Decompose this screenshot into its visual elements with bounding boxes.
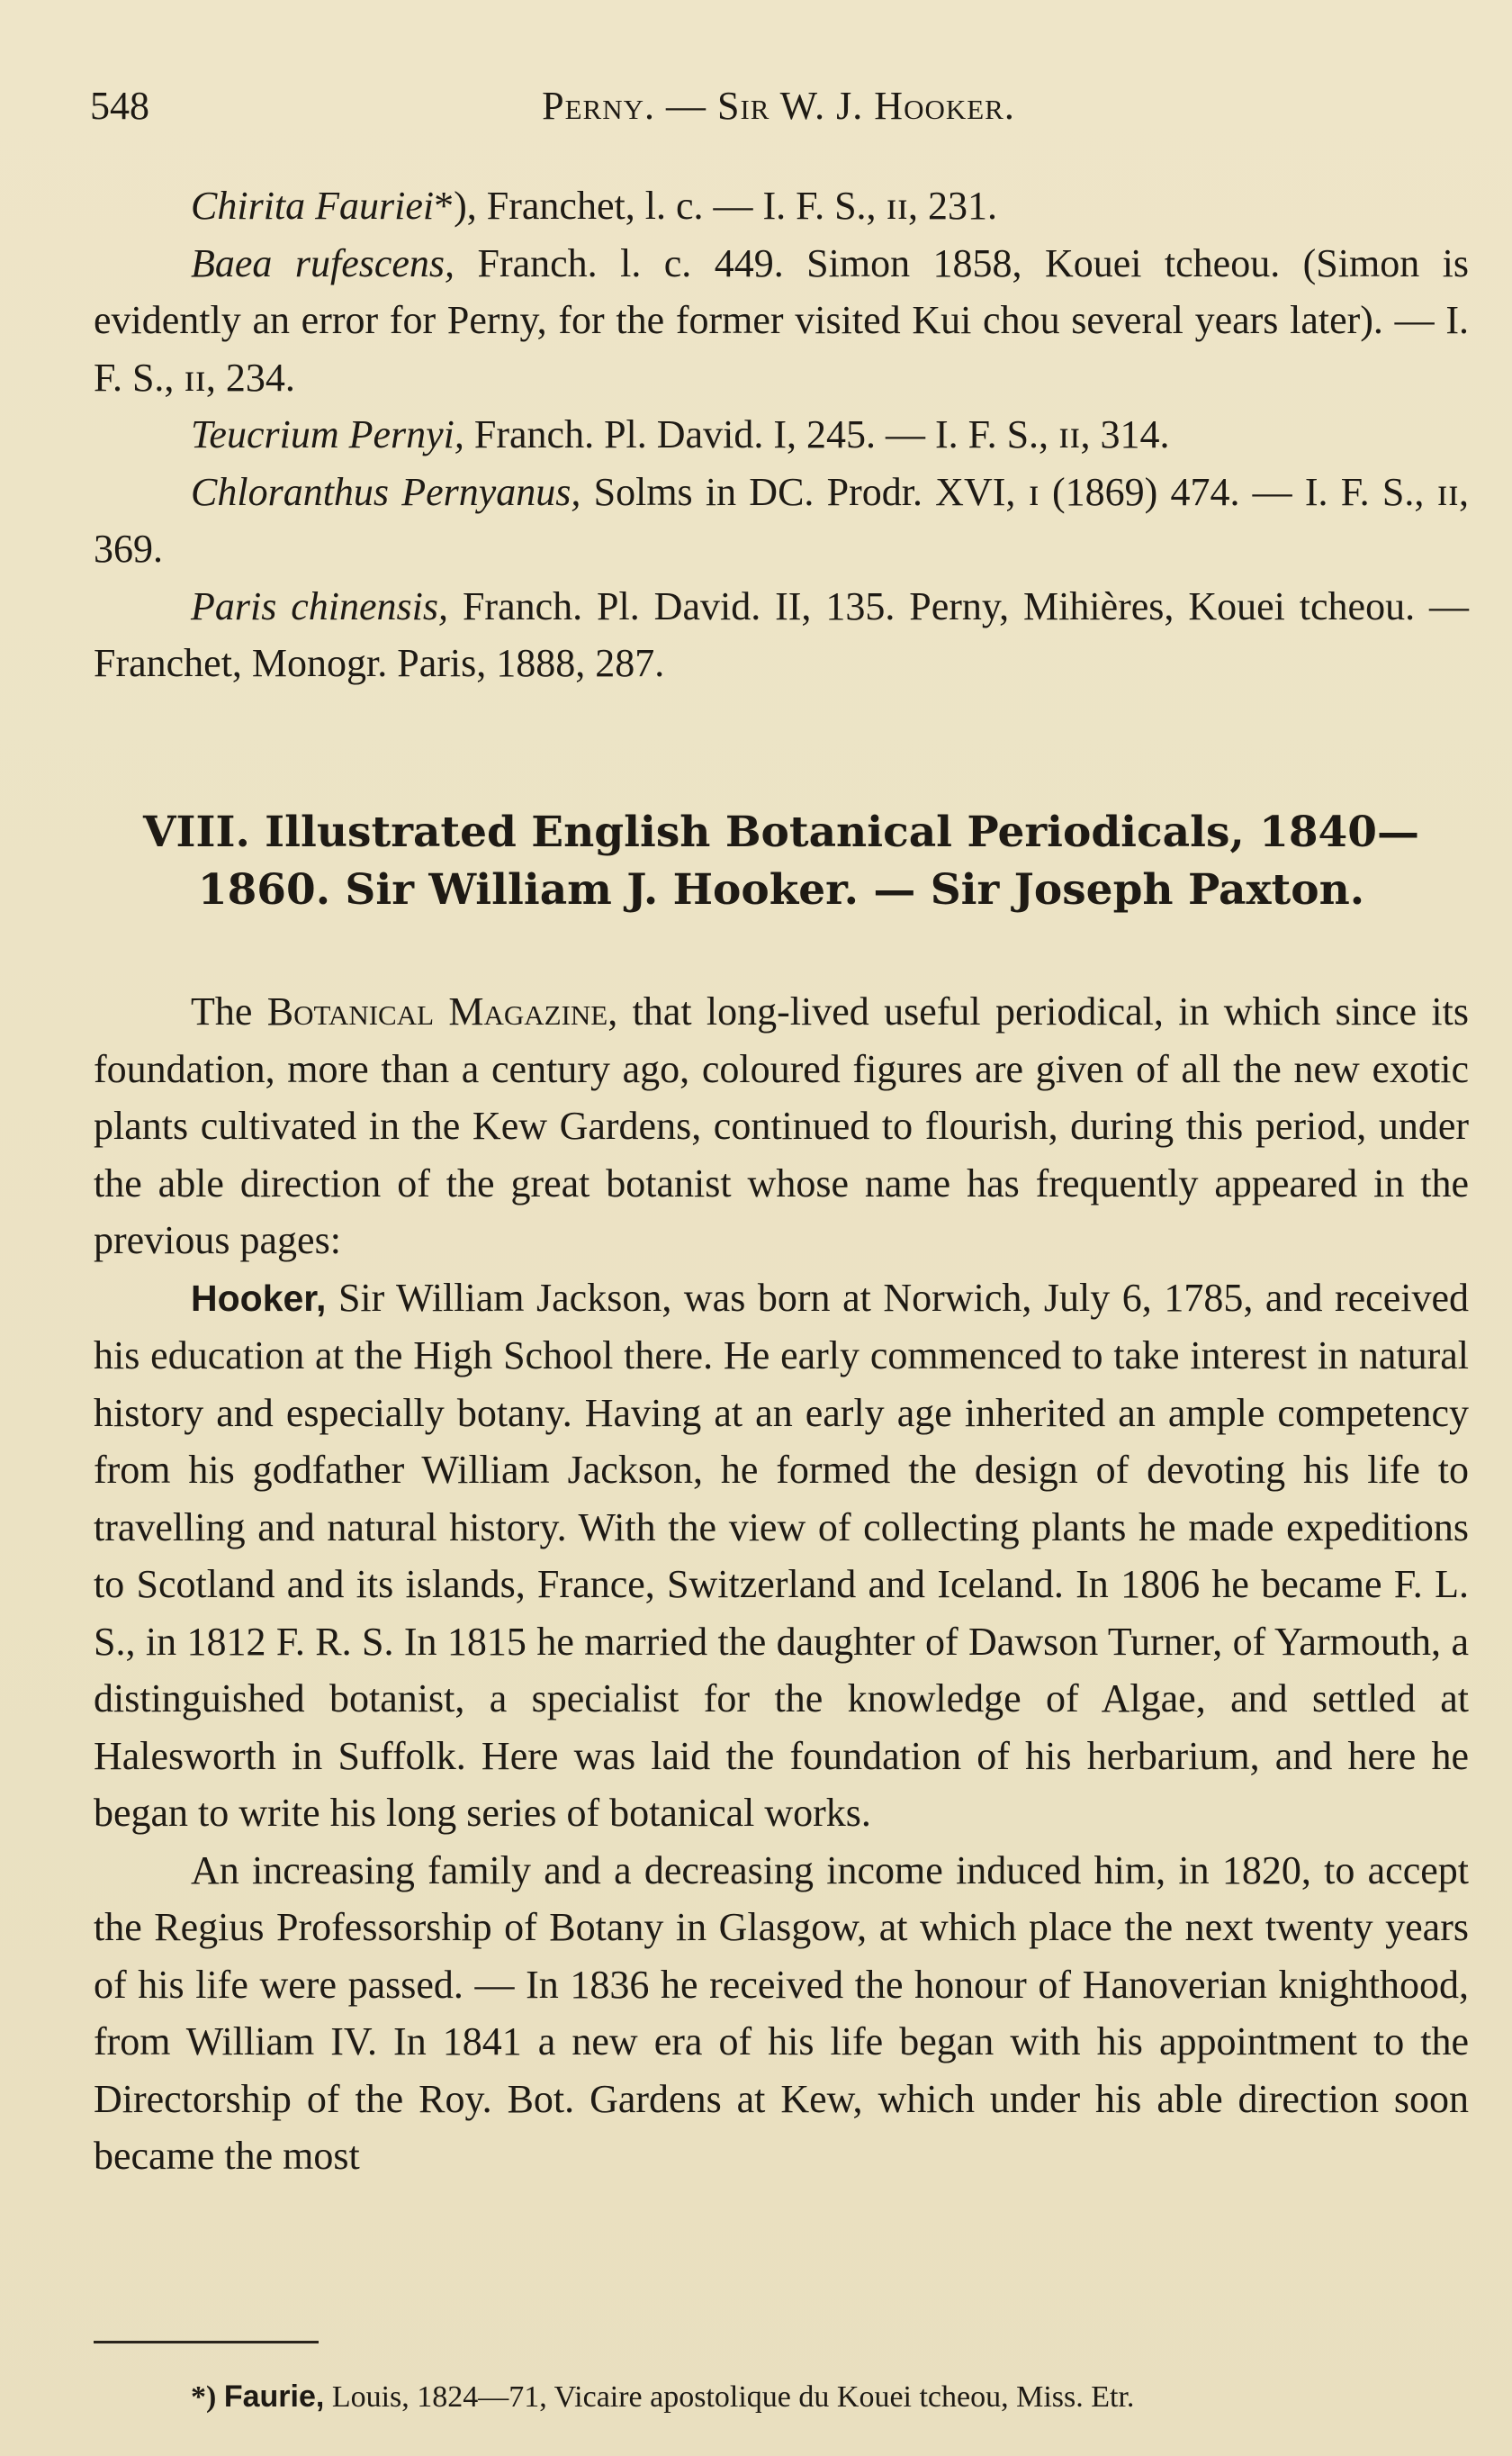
entry-text: , Franchet, l. c. — I. F. S., ɪɪ, 231.: [466, 184, 997, 228]
page-number: 548: [90, 84, 149, 128]
species-name: Chirita Fauriei: [191, 184, 435, 228]
entry-text: Franch. l. c. 449. Simon 1858, Kouei tcheou. (Simon is evidently an error for Perny, for the former visited Kui chou several years later). — I. F. S., ɪɪ, 234.: [94, 240, 1469, 400]
footnote-ref: *): [434, 184, 467, 228]
entry-text: Franch. Pl. David. I, 245. — I. F. S., ɪɪ, 314.: [464, 412, 1170, 456]
paragraph-lead: The: [191, 989, 267, 1034]
running-head: [90, 79, 1467, 133]
entry-paris: [94, 578, 1469, 692]
entry-text: Franch. Pl. David. II, 135. Perny, Mihières, Kouei tcheou. — Franchet, Monogr. Paris, 1888, 287.: [94, 583, 1469, 685]
entry-text: Solms in DC. Prodr. XVI, ɪ (1869) 474. — I. F. S., ɪɪ, 369.: [94, 469, 1469, 571]
section-heading: VIII. Illustrated English Botanical Periodicals, 1840—1860. Sir William J. Hooker. — Sir Joseph Paxton.: [143, 808, 1419, 915]
magazine-title: Botanical Magazine: [266, 989, 608, 1034]
entry-baea: [94, 235, 1469, 407]
species-name: Chloranthus Pernyanus,: [191, 469, 581, 514]
paragraph-text: Sir William Jackson, was born at Norwich, July 6, 1785, and received his education at the High School there. He early commenced to take interest in natural history and especially botany. Having at an early age inherited an ample competency from his godfather William Jackson, he formed the design of devoting his life to travelling and natural history. With the view of collecting plants he made expeditions to Scotland and its islands, France, Switzerland and Iceland. In 1806 he became F. L. S., in 1812 F. R. S. In 1815 he married the daughter of Dawson Turner, of Yarmouth, a distinguished botanist, a specialist for the knowledge of Algae, and settled at Halesworth in Suffolk. Here was laid the foundation of his herbarium, and here he began to write his long series of botanical works.: [94, 1275, 1469, 1835]
footnote-mark: *): [191, 2380, 217, 2414]
paragraph-text: , that long-lived useful periodical, in which since its foundation, more than a century ago, coloured figures are given of all the new exotic plants cultivated in the Kew Gardens, continued to flourish, during this period, under the able direction of the great botanist whose name has frequently appeared in the previous pages:: [94, 989, 1469, 1262]
species-name: Teucrium Pernyi,: [191, 412, 464, 456]
running-title: Perny. — Sir W. J. Hooker.: [542, 84, 1015, 128]
species-entries: [94, 177, 1469, 692]
entry-chirita: [94, 177, 1469, 235]
species-name: Paris chinensis,: [191, 583, 449, 628]
paragraph-hooker-biography: [94, 1269, 1469, 1842]
biography-name: Hooker,: [191, 1277, 327, 1319]
footnote: [191, 2375, 1469, 2419]
entry-chloranthus: [94, 464, 1469, 578]
footnote-divider: [94, 2341, 319, 2343]
body-text: [94, 983, 1469, 2185]
footnote-name: Faurie,: [223, 2379, 325, 2414]
entry-teucrium: [94, 406, 1469, 464]
footnote-text: Louis, 1824—71, Vicaire apostolique du Kouei tcheou, Miss. Etr.: [324, 2380, 1135, 2414]
species-name: Baea rufescens,: [191, 240, 455, 285]
paragraph-text: An increasing family and a decreasing income induced him, in 1820, to accept the Regius Professorship of Botany in Glasgow, at which place the next twenty years of his life were passed. — In 1836 he received the honour of Hanoverian knighthood, from William IV. In 1841 a new era of his life began with his appointment to the Directorship of the Roy. Bot. Gardens at Kew, which under his able direction soon became the most: [94, 1847, 1469, 2178]
paragraph-botanical-magazine: [94, 983, 1469, 1269]
paragraph-glasgow-kew: [94, 1842, 1469, 2185]
